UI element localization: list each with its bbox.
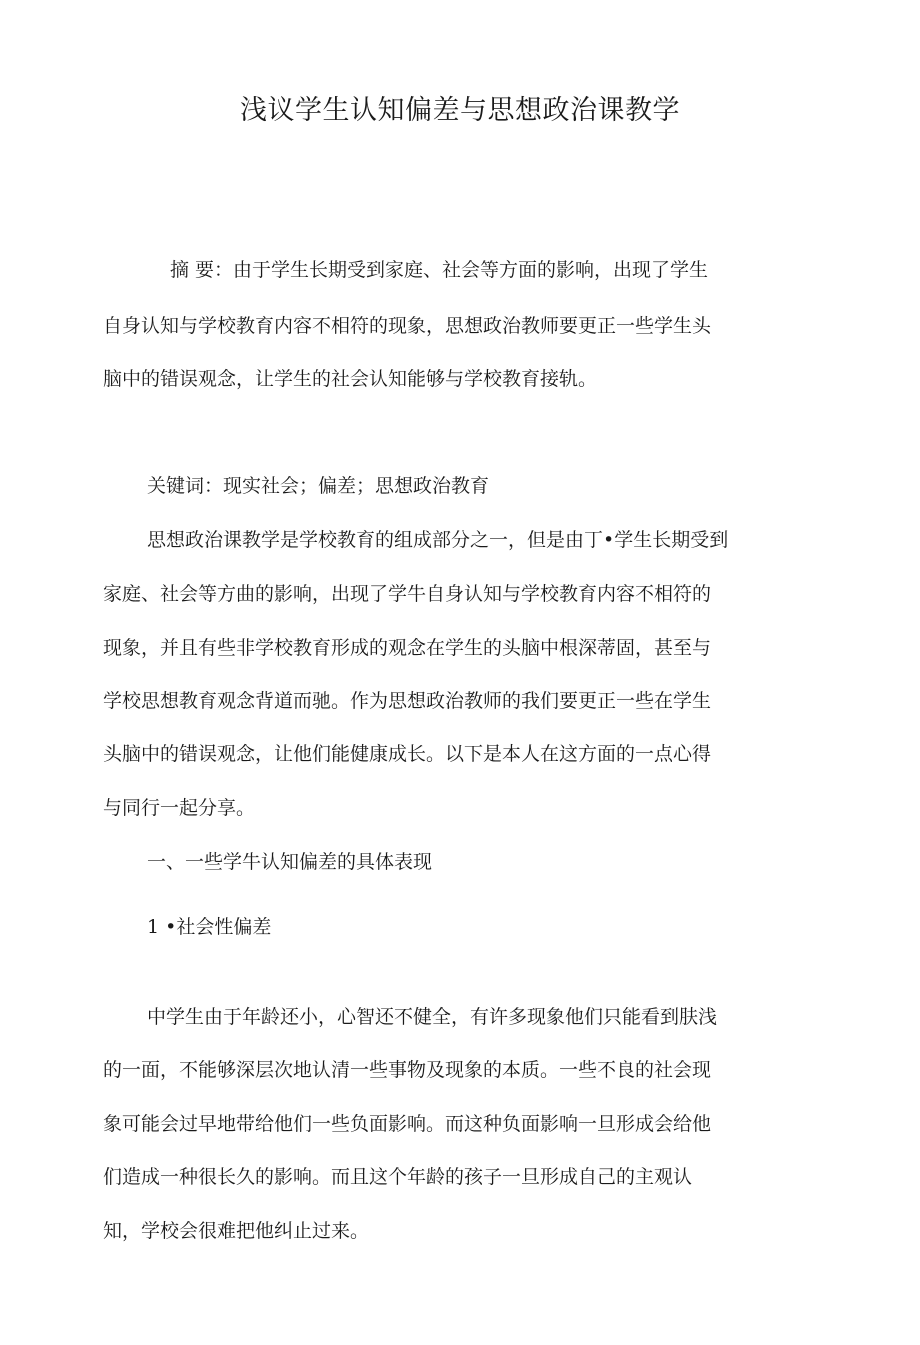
paragraph-line: 象可能会过早地带给他们一些负面影响。而这种负面影响一旦形成会给他 bbox=[103, 1113, 712, 1135]
paragraph-line: 们造成一种很长久的影响。而且这个年龄的孩子一旦形成自己的主观认 bbox=[103, 1166, 693, 1188]
abstract-line: 自身认知与学校教育内容不相符的现象，思想政治教师要更正一些学生头 bbox=[103, 315, 712, 337]
paragraph-line: 与同行一起分享。 bbox=[103, 797, 256, 819]
paragraph-line: 现象，并且有些非学校教育形成的观念在学生的头脑中根深蒂固，甚至与 bbox=[103, 637, 712, 659]
paragraph-line: 中学生由于年龄还小，心智还不健全，有许多现象他们只能看到肤浅 bbox=[147, 1006, 718, 1028]
document-title: 浅议学生认知偏差与思想政治课教学 bbox=[240, 95, 680, 126]
paragraph-line: 头脑中的错误观念，让他们能健康成长。以下是本人在这方面的一点心得 bbox=[103, 743, 712, 765]
subsection-number: 1 bbox=[147, 916, 160, 938]
keywords-line: 关键词：现实社会；偏差；思想政治教育 bbox=[147, 475, 490, 497]
subsection-title: •社会性偏差 bbox=[165, 916, 272, 938]
abstract-line: 摘 要：由于学生长期受到家庭、社会等方面的影响，出现了学生 bbox=[170, 259, 709, 281]
abstract-line: 脑中的错误观念，让学生的社会认知能够与学校教育接轨。 bbox=[103, 368, 598, 390]
paragraph-line: 知，学校会很难把他纠止过来。 bbox=[103, 1220, 370, 1242]
paragraph-line: 家庭、社会等方曲的影响，出现了学牛自身认知与学校教育内容不相符的 bbox=[103, 583, 712, 605]
paragraph-line: 思想政治课教学是学校教育的组成部分之一，但是由丁•学生长期受到 bbox=[147, 529, 729, 551]
subsection-heading bbox=[147, 915, 271, 939]
section-heading: 一、一些学牛认知偏差的具体表现 bbox=[147, 851, 433, 873]
paragraph-line: 的一面，不能够深层次地认清一些事物及现象的本质。一些不良的社会现 bbox=[103, 1059, 712, 1081]
paragraph-line: 学校思想教育观念背道而驰。作为思想政治教师的我们要更正一些在学生 bbox=[103, 690, 712, 712]
